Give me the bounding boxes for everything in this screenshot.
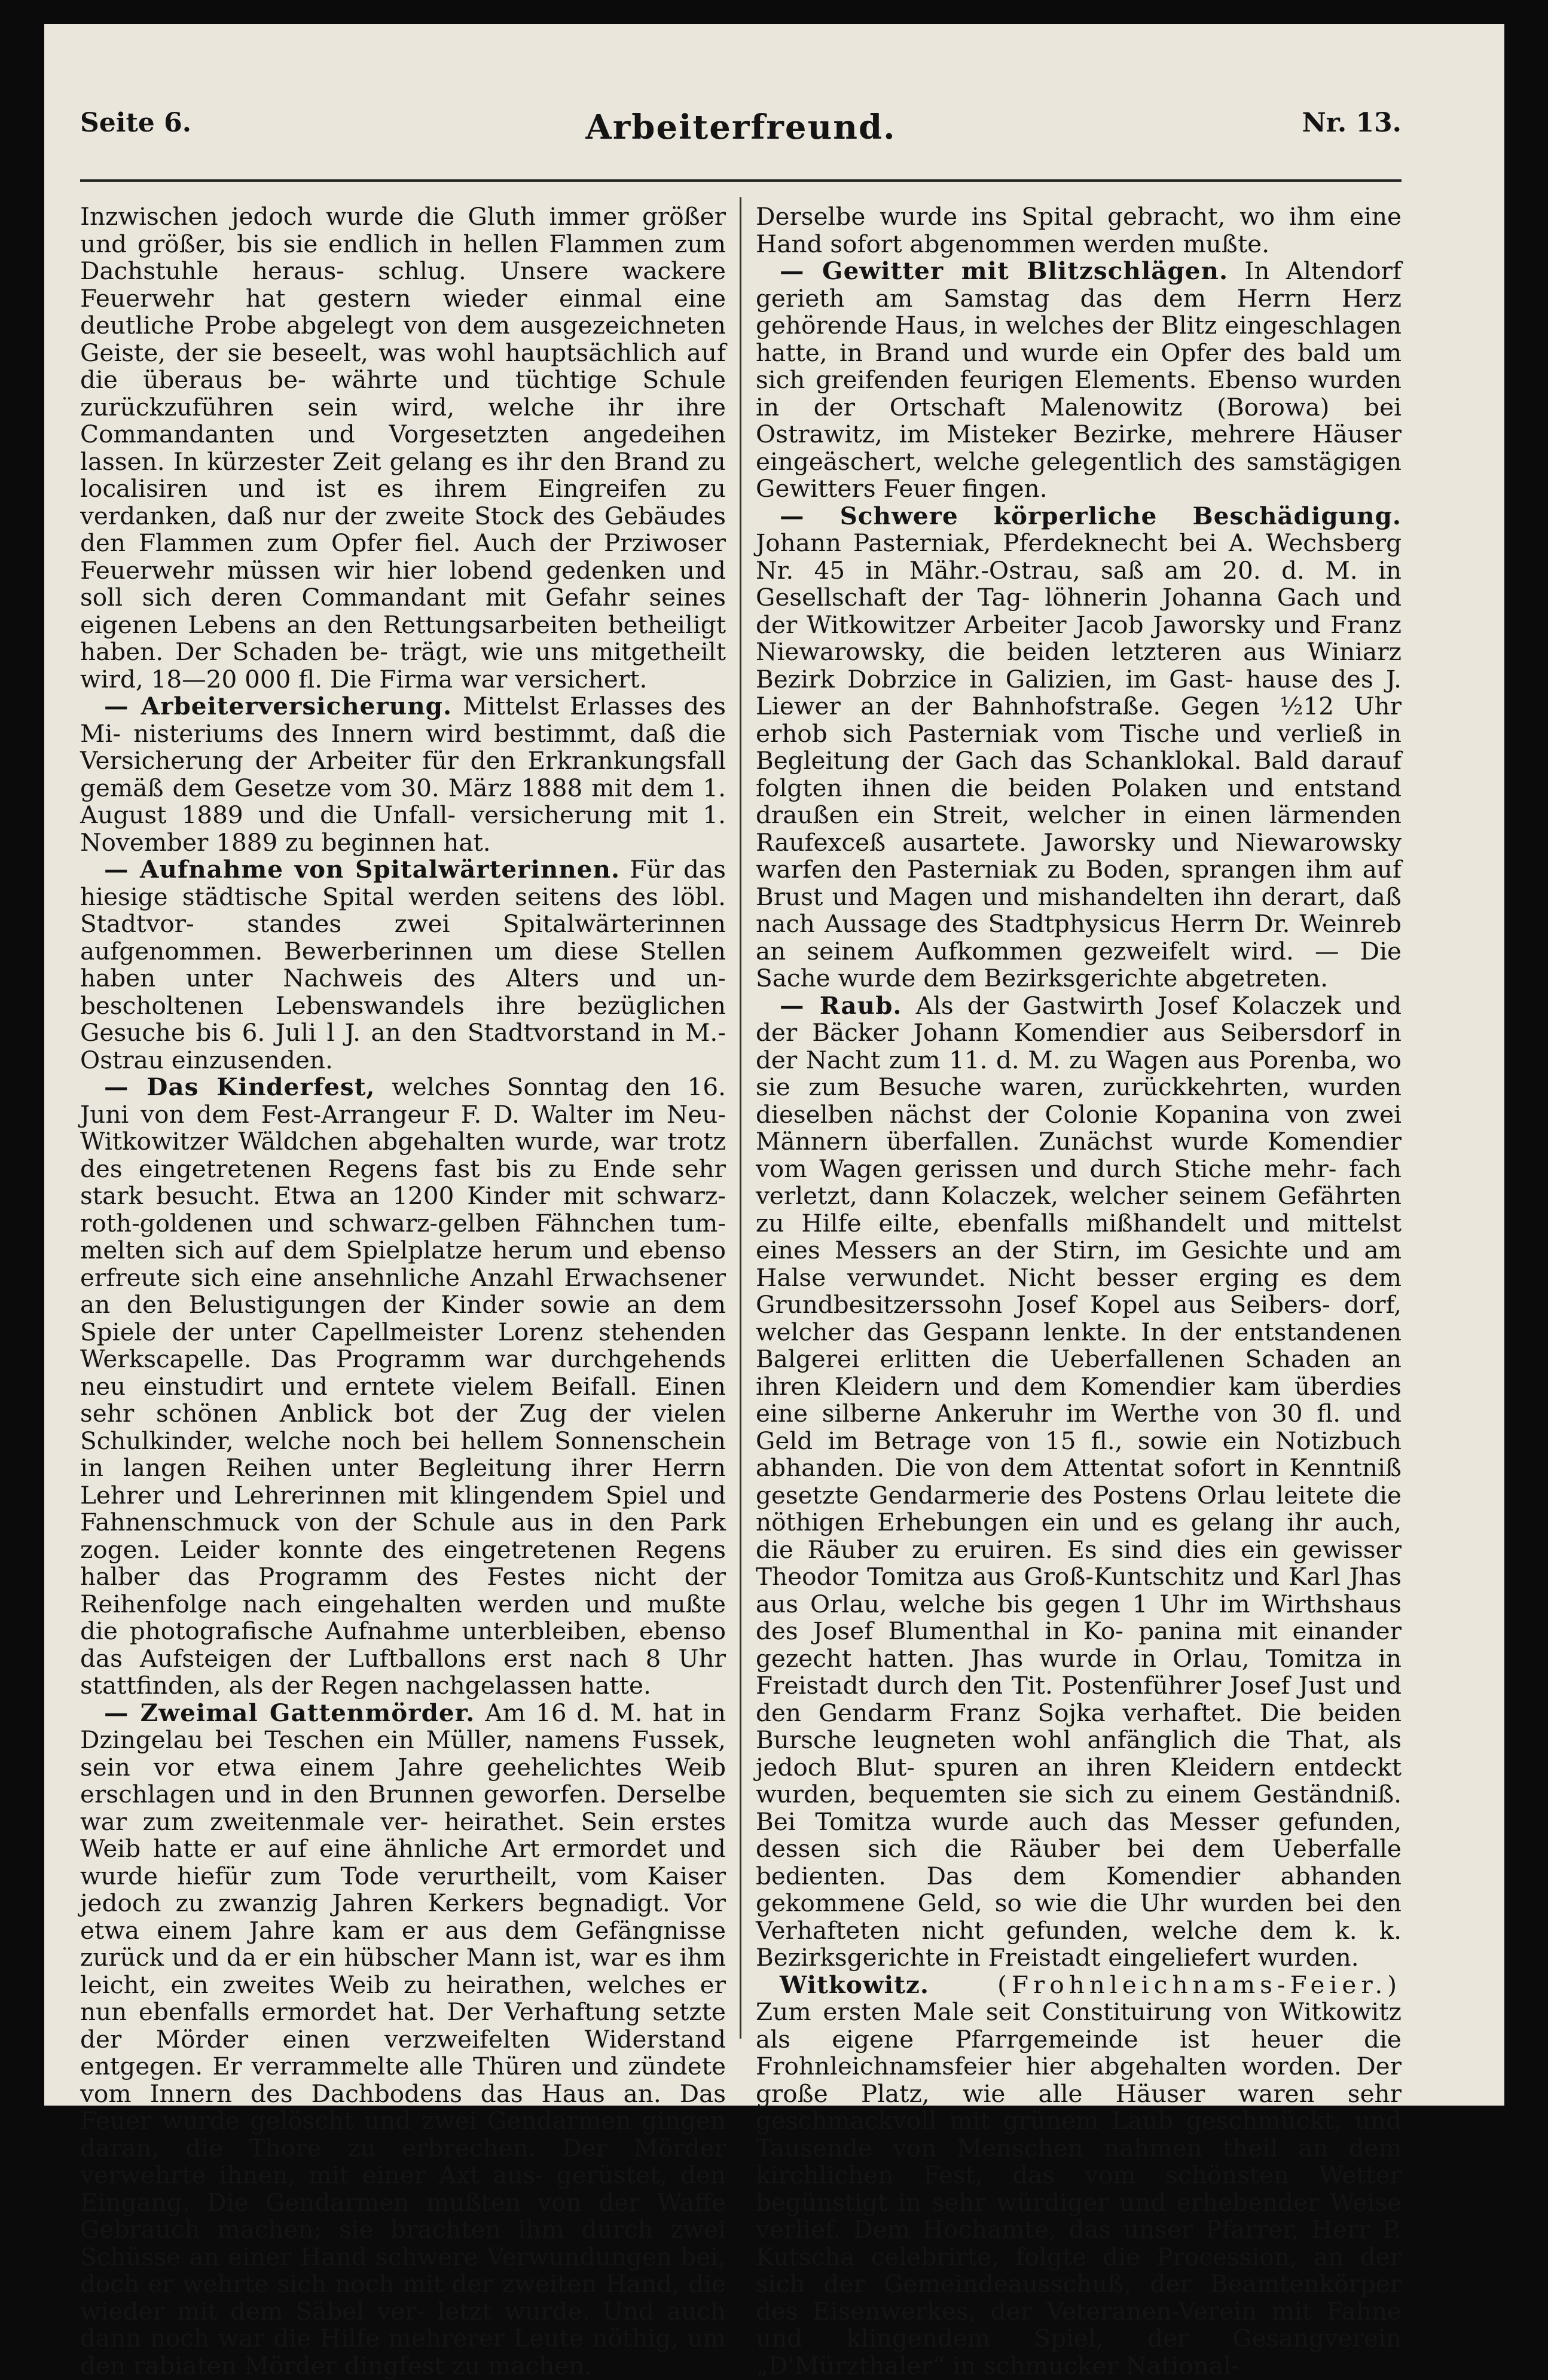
article-body: Für das hiesige städtische Spital werden seitens des löbl. Stadtvor- standes zwei Spitalwärterinnen aufgenommen. Bewerberinnen um diese Stellen haben unter Nachweis des Alters und un- bescholtenen Lebenswandels ihre bezüglichen Gesuche bis 6. Juli l J. an den Stadtvorstand in M.-Ostrau einzusenden. bbox=[80, 855, 726, 1074]
newspaper-page bbox=[44, 24, 1504, 2380]
right-column bbox=[756, 202, 1402, 2380]
article-body: Als der Gastwirth Josef Kolaczek und der Bäcker Johann Komendier aus Seibersdorf in der Nacht zum 11. d. M. zu Wagen aus Porenba, wo sie zum Besuche waren, zurückkehrten, wurden dieselben nächst der Colonie Kopanina von zwei Männern überfallen. Zunächst wurde Komendier vom Wagen gerissen und durch Stiche mehr- fach verletzt, dann Kolaczek, welcher seinem Gefährten zu Hilfe eilte, ebenfalls mißhandelt und mittelst eines Messers an der Stirn, im Gesichte und am Halse verwundet. Nicht besser erging es dem Grundbesitzerssohn Josef Kopel aus Seibers- dorf, welcher das Gespann lenkte. In der entstandenen Balgerei erlitten die Ueberfallenen Schaden an ihren Kleidern und dem Komendier kam überdies eine silberne Ankeruhr im Werthe von 30 fl. und Geld im Betrage von 15 fl., sowie ein Notizbuch abhanden. Die von dem Attentat sofort in Kenntniß gesetzte Gendarmerie des Postens Orlau leitete die nöthigen Erhebungen ein und es gelang ihr auch, die Räuber zu eruiren. Es sind dies ein gewisser Theodor Tomitza aus Groß-Kuntschitz und Karl Jhas aus Orlau, welche bis gegen 1 Uhr im Wirthshaus des Josef Blumenthal in Ko- panina mit einander gezecht hatten. Jhas wurde in Orlau, Tomitza in Freistadt durch den Tit. Postenführer Josef Just und den Gendarm Franz Sojka verhaftet. Die beiden Bursche leugneten wohl anfänglich die That, als jedoch Blut- spuren an ihren Kleidern entdeckt wurden, bequemten sie sich zu einem Geständniß. Bei Tomitza wurde auch das Messer gefunden, dessen sich die Räuber bei dem Ueberfalle bedienten. Das dem Komendier abhanden gekommene Geld, so wie die Uhr wurden bei den Verhafteten nicht gefunden, welche dem k. k. Bezirksgerichte in Freistadt eingeliefert wurden. bbox=[756, 991, 1402, 1972]
article-body: welches Sonntag den 16. Juni von dem Fest-Arrangeur F. D. Walter im Neu-Witkowitzer Wäldchen abgehalten wurde, war trotz des eingetretenen Regens fast bis zu Ende sehr stark besucht. Etwa an 1200 Kinder mit schwarz-roth-goldenen und schwarz-gelben Fähnchen tum- melten sich auf dem Spielplatze herum und ebenso erfreute sich eine ansehnliche Anzahl Erwachsener an den Belustigungen der Kinder sowie an dem Spiele der unter Capellmeister Lorenz stehenden Werkscapelle. Das Programm war durchgehends neu einstudirt und erntete vielem Beifall. Einen sehr schönen Anblick bot der Zug der vielen Schulkinder, welche noch bei hellem Sonnenschein in langen Reihen unter Begleitung ihrer Herrn Lehrer und Lehrerinnen mit klingendem Spiel und Fahnenschmuck von der Schule aus in den Park zogen. Leider konnte des eingetretenen Regens halber das Programm des Festes nicht der Reihenfolge nach eingehalten werden und mußte die photografische Aufnahme unterbleiben, ebenso das Aufsteigen der Luftballons erst nach 8 Uhr stattfinden, als der Regen nachgelassen hatte. bbox=[80, 1073, 726, 1700]
column-divider bbox=[740, 197, 741, 2039]
article-spitalwaerterinnen bbox=[80, 856, 726, 1074]
article-headline: — Schwere körperliche Beschädigung. bbox=[780, 501, 1402, 530]
article-headline: — Arbeiterversicherung. bbox=[104, 692, 453, 720]
article-witkowitz bbox=[756, 1972, 1402, 2380]
article-headline: Witkowitz. bbox=[780, 1970, 929, 1999]
article-raub bbox=[756, 992, 1402, 1972]
article-headline: — Das Kinderfest, bbox=[104, 1073, 375, 1101]
article-headline: — Raub. bbox=[780, 991, 902, 1020]
article-gewitter bbox=[756, 258, 1402, 503]
header-rule bbox=[80, 179, 1402, 182]
article-body: Am 16 d. M. hat in Dzingelau bei Teschen ein Müller, namens Fussek, sein vor etwa einem Jahre geehelichtes Weib erschlagen und in den Brunnen geworfen. Derselbe war zum zweitenmale ver- heirathet. Sein erstes Weib hatte er auf eine ähnliche Art ermordet und wurde hiefür zum Tode verurtheilt, vom Kaiser jedoch zu zwanzig Jahren Kerkers begnadigt. Vor etwa einem Jahre kam er aus dem Gefängnisse zurück und da er ein hübscher Mann ist, war es ihm leicht, ein zweites Weib zu heirathen, welches er nun ebenfalls ermordet hat. Der Verhaftung setzte der Mörder einen verzweifelten Widerstand entgegen. Er verrammelte alle Thüren und zündete vom Innern des Dachbodens das Haus an. Das Feuer wurde gelöscht und zwei Gendarmen gingen daran, die Thore zu erbrechen. Der Mörder verwehrte ihnen, mit einer Axt aus- gerüstet, den Eingang. Die Gendarmen mußten von der Waffe Gebrauch machen; sie brachten ihm durch zwei Schüsse an einer Hand schwere Verwundungen bei, doch er wehrte sich noch mit der zweiten Hand, die wieder mit dem Säbel ver- letzt wurde. Und auch dann noch war die Hilfe mehrerer Leute nöthig, um den rabiaten Mörder dingfest zu machen. bbox=[80, 1698, 726, 2380]
fire-report-continuation: Inzwischen jedoch wurde die Gluth immer größer und größer, bis sie endlich in hellen Flammen zum Dachstuhle heraus- schlug. Unsere wackere Feuerwehr hat gestern wieder einmal eine deutliche Probe abgelegt von dem ausgezeichneten Geiste, der sie beseelt, was wohl hauptsächlich auf die überaus be- währte und tüchtige Schule zurückzuführen sein wird, welche ihr ihre Commandanten und Vorgesetzten angedeihen lassen. In kürzester Zeit gelang es ihr den Brand zu localisiren und ist es ihrem Eingreifen zu verdanken, daß nur der zweite Stock des Gebäudes den Flammen zum Opfer fiel. Auch der Prziwoser Feuerwehr müssen wir hier lobend gedenken und soll sich deren Commandant mit Gefahr seines eigenen Lebens an den Rettungsarbeiten betheiligt haben. Der Schaden be- trägt, wie uns mitgetheilt wird, 18—20 000 fl. Die Firma war versichert. bbox=[80, 202, 726, 693]
article-body: Zum ersten Male seit Constituirung von Witkowitz als eigene Pfarrgemeinde ist heuer die Frohnleichnamsfeier hier abgehalten worden. Der große Platz, wie alle Häuser waren sehr geschmackvoll mit grünem Laub geschmückt, und Tausende von Menschen nahmen theil an dem kirchlichen Fest, das vom schönsten Wetter begünstigt in sehr würdiger und erhebender Weise verlief. Dem Hochamte, das unser Pfarrer, Herr P. Kutscha celebrirte, folgte die Procession, an der sich der Gemeindeausschuß, der Beamtenkörper des Eisenwerkes, der Veteranen-Verein mit Fahne und klingendem Spiel, der Gesangverein „D'Mürzthaler“ in schmucker National- bbox=[756, 1997, 1402, 2380]
article-headline: — Gewitter mit Blitzschlägen. bbox=[780, 256, 1229, 285]
article-koerperliche-beschaedigung bbox=[756, 503, 1402, 992]
newspaper-title: Arbeiterfreund. bbox=[585, 108, 896, 147]
page-number: Seite 6. bbox=[80, 108, 192, 138]
issue-number: Nr. 13. bbox=[1302, 108, 1402, 138]
article-headline: — Aufnahme von Spitalwärterinnen. bbox=[104, 855, 621, 884]
article-subheadline: (Frohnleichnams-Feier.) bbox=[929, 1970, 1402, 1999]
spital-continuation: Derselbe wurde ins Spital gebracht, wo ihm eine Hand sofort abgenommen werden mußte. bbox=[756, 202, 1402, 258]
article-body: Johann Pasterniak, Pferdeknecht bei A. Wechsberg Nr. 45 in Mähr.-Ostrau, saß am 20. d. M. in Gesellschaft der Tag- löhnerin Johanna Gach und der Witkowitzer Arbeiter Jacob Jaworsky und Franz Niewarowsky, die beiden letzteren aus Winiarz Bezirk Dobrzice in Galizien, im Gast- hause des J. Liewer an der Bahnhofstraße. Gegen ½12 Uhr erhob sich Pasterniak vom Tische und verließ in Begleitung der Gach das Schanklokal. Bald darauf folgten ihnen die beiden Polaken und entstand draußen ein Streit, welcher in einen lärmenden Raufexceß ausartete. Jaworsky und Niewarowsky warfen den Pasterniak zu Boden, sprangen ihm auf Brust und Magen und mishandelten ihn derart, daß nach Aussage des Stadtphysicus Herrn Dr. Weinreb an seinem Aufkommen gezweifelt wird. — Die Sache wurde dem Bezirksgerichte abgetreten. bbox=[756, 528, 1402, 992]
page-header bbox=[80, 108, 1402, 161]
article-body: Mittelst Erlasses des Mi- nisteriums des Innern wird bestimmt, daß die Versicherung der Arbeiter für den Erkrankungsfall gemäß dem Gesetze vom 30. März 1888 mit dem 1. August 1889 und die Unfall- versicherung mit 1. November 1889 zu beginnen hat. bbox=[80, 692, 726, 857]
article-arbeiterversicherung bbox=[80, 693, 726, 856]
article-headline: — Zweimal Gattenmörder. bbox=[104, 1698, 475, 1727]
article-kinderfest bbox=[80, 1074, 726, 1700]
article-body: In Altendorf gerieth am Samstag das dem Herrn Herz gehörende Haus, in welches der Blitz eingeschlagen hatte, in Brand und wurde ein Opfer des bald um sich greifenden feurigen Elements. Ebenso wurden in der Ortschaft Malenowitz (Borowa) bei Ostrawitz, im Misteker Bezirke, mehrere Häuser eingeäschert, welche gelegentlich des samstägigen Gewitters Feuer fingen. bbox=[756, 256, 1402, 503]
article-gattenmoerder bbox=[80, 1700, 726, 2380]
left-column bbox=[80, 202, 726, 2380]
